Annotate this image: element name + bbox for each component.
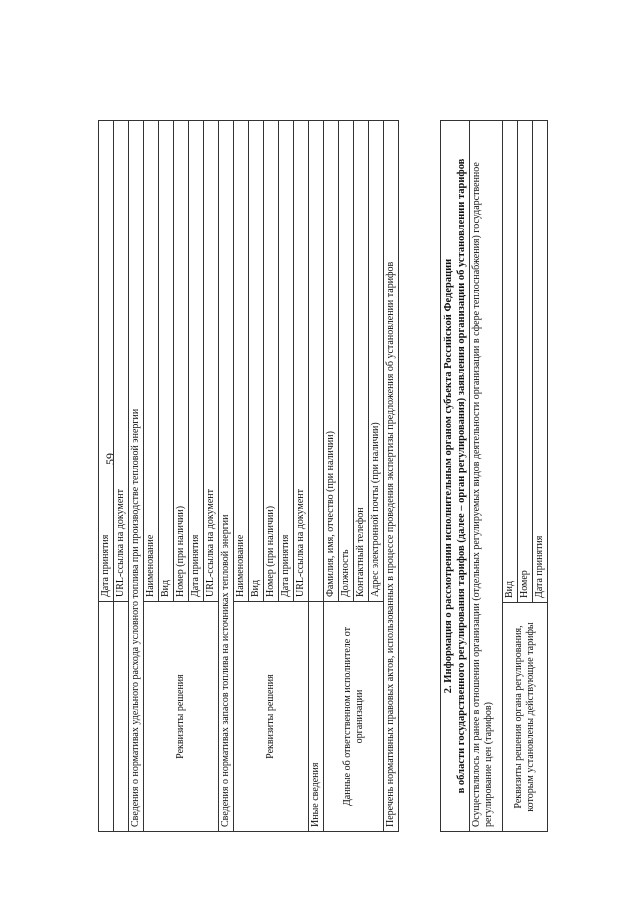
table-row [99, 121, 114, 832]
page-number: 59 [103, 453, 117, 465]
executor-label: Данные об ответственном исполнителе от организации [324, 602, 384, 832]
table-row [503, 121, 518, 832]
other-info-label: Иные сведения [309, 602, 324, 832]
table-row [234, 121, 249, 832]
table-cell: Фамилия, имя, отчество (при наличии) [324, 121, 339, 602]
prior-regulation-question: Осуществлялось ли ранее в отношении организации (отдельных регулируемых видов деятельности организации в сфере теплоснабжения) государственное регулирование цен (тарифов) [470, 121, 503, 832]
fuel-stock-label: Реквизиты решения [234, 602, 309, 832]
fuel-rate-label: Реквизиты решения [144, 602, 219, 832]
table-cell: Адрес электронной почты (при наличии) [369, 121, 384, 602]
table-row [114, 121, 129, 832]
table-cell: Наименование [144, 121, 159, 602]
table-cell: URL-ссылка на документ [204, 121, 219, 602]
table-cell: Контактный телефон [354, 121, 369, 602]
table-cell: URL-ссылка на документ [294, 121, 309, 602]
table-row [470, 121, 503, 832]
table-cell: Номер [518, 121, 533, 603]
table-row [324, 121, 339, 832]
heading-line-2: в области государственного регулирования тарифов (далее – орган регулирования) заявления организации об установлении тарифов [456, 158, 467, 794]
table-row [144, 121, 159, 832]
fuel-stock-section: Сведения о нормативах запасов топлива на источниках тепловой энергии [219, 121, 234, 832]
requisites-table [98, 120, 399, 832]
fuel-rate-section: Сведения о нормативах удельного расхода условного топлива при производстве тепловой энергии [129, 121, 144, 832]
section-row [384, 121, 399, 832]
decision-label: Реквизиты решения органа регулирования, которым установлены действующие тарифы [503, 603, 548, 832]
section-heading [441, 121, 470, 832]
table-cell: Должность [339, 121, 354, 602]
section-row [309, 121, 324, 832]
empty-label-cell [99, 602, 114, 832]
table-cell: Дата принятия [533, 121, 548, 603]
table-cell: Вид [249, 121, 264, 602]
table-cell: Дата принятия [279, 121, 294, 602]
table-cell: Дата принятия [189, 121, 204, 602]
table-cell: URL-ссылка на документ [114, 121, 129, 602]
heading-line-1: 2. Информация о рассмотрении исполнительным органом субъекта Российской Федерации [443, 258, 454, 694]
empty-label-cell [114, 602, 129, 832]
table-cell: Вид [159, 121, 174, 602]
empty-cell [309, 121, 324, 602]
table-cell: Наименование [234, 121, 249, 602]
heading-row [441, 121, 470, 832]
regulation-table [440, 120, 548, 832]
table-cell: Номер (при наличии) [174, 121, 189, 602]
table-cell: Вид [503, 121, 518, 603]
acts-list: Перечень нормативных правовых актов, использованных в процессе проведения экспертизы предложения об установлении тарифов [384, 121, 399, 832]
table-cell: Номер (при наличии) [264, 121, 279, 602]
section-row [219, 121, 234, 832]
table-cell: Дата принятия [99, 121, 114, 602]
section-row [129, 121, 144, 832]
